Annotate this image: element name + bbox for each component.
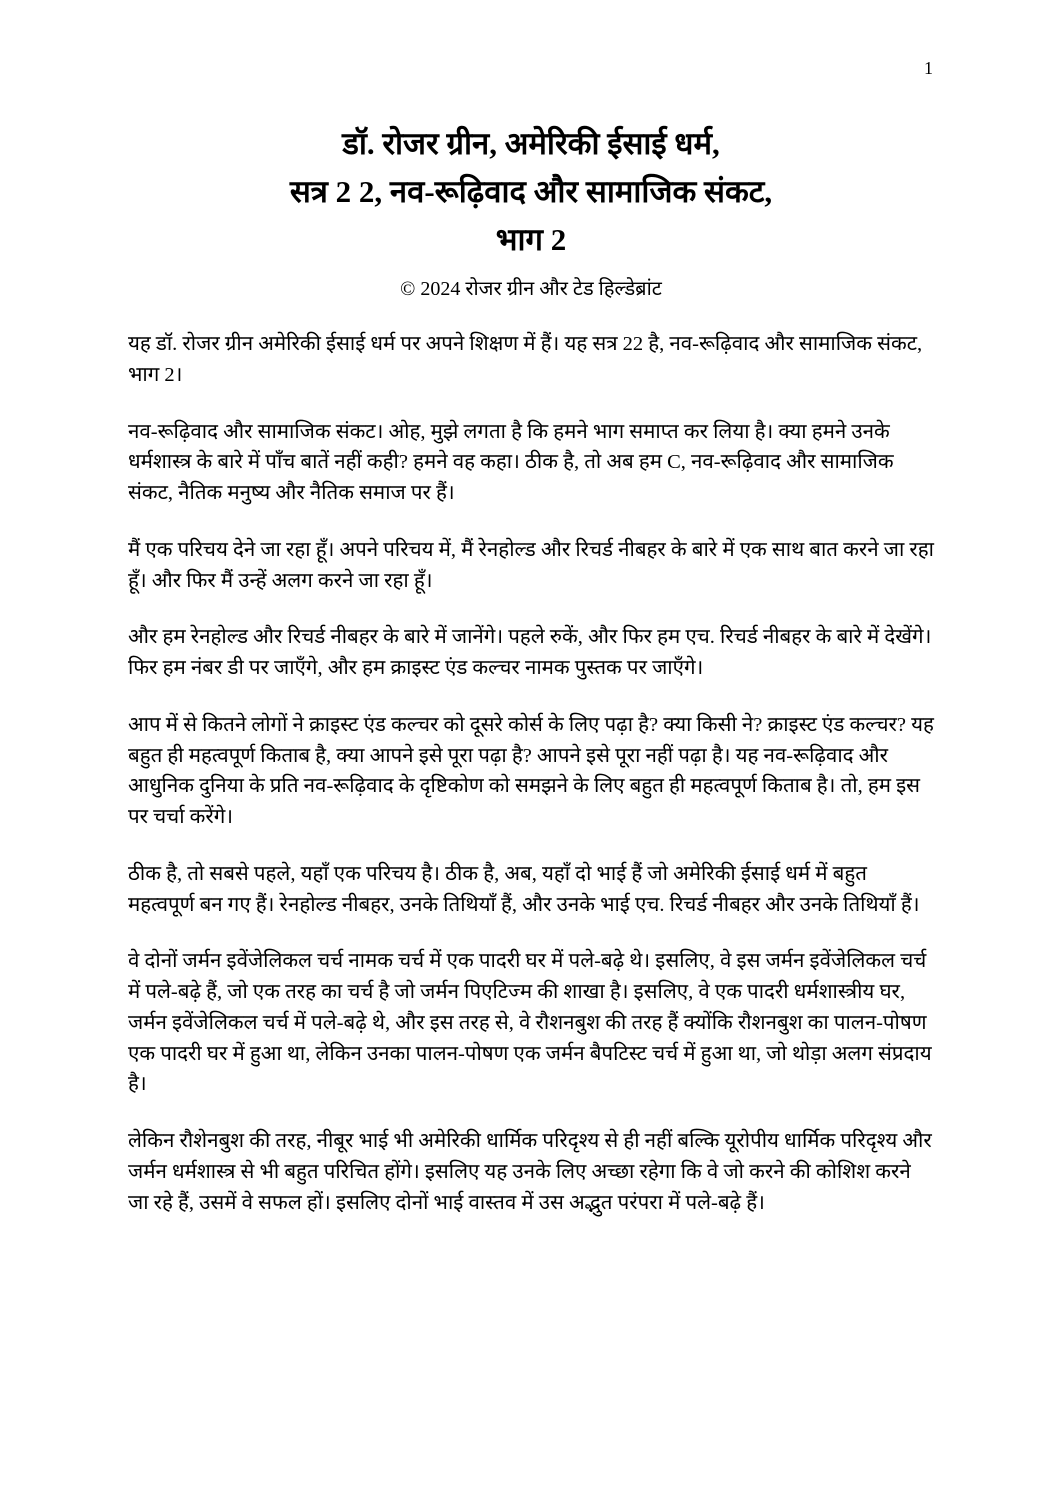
- transcript-body: [128, 329, 934, 1218]
- paragraph: लेकिन रौशेनबुश की तरह, नीबूर भाई भी अमेरिकी धार्मिक परिदृश्य से ही नहीं बल्कि यूरोपीय धार्मिक परिदृश्य और जर्मन धर्मशास्त्र से भी बहुत परिचित होंगे। इसलिए यह उनके लिए अच्छा रहेगा कि वे जो करने की कोशिश करने जा रहे हैं, उसमें वे सफल हों। इसलिए दोनों भाई वास्तव में उस अद्भुत परंपरा में पले-बढ़े हैं।: [128, 1130, 932, 1214]
- paragraph: मैं एक परिचय देने जा रहा हूँ। अपने परिचय में, मैं रेनहोल्ड और रिचर्ड नीबहर के बारे में एक साथ बात करने जा रहा हूँ। और फिर मैं उन्हें अलग करने जा रहा हूँ।: [128, 538, 934, 592]
- title-line-1: डॉ. रोजर ग्रीन, अमेरिकी ईसाई धर्म,: [342, 126, 720, 161]
- document-content: [128, 120, 934, 1244]
- paragraph: और हम रेनहोल्ड और रिचर्ड नीबहर के बारे में जानेंगे। पहले रुकें, और फिर हम एच. रिचर्ड नीबहर के बारे में देखेंगे। फिर हम नंबर डी पर जाएँगे, और हम क्राइस्ट एंड कल्चर नामक पुस्तक पर जाएँगे।: [128, 626, 932, 680]
- paragraph: नव-रूढ़िवाद और सामाजिक संकट। ओह, मुझे लगता है कि हमने भाग समाप्त कर लिया है। क्या हमने उनके धर्मशास्त्र के बारे में पाँच बातें नहीं कही? हमने वह कहा। ठीक है, तो अब हम C, नव-रूढ़िवाद और सामाजिक संकट, नैतिक मनुष्य और नैतिक समाज पर हैं।: [128, 420, 894, 505]
- title-line-2: सत्र 2 2, नव-रूढ़िवाद और सामाजिक संकट,: [289, 174, 773, 210]
- page-number: 1: [924, 58, 933, 78]
- paragraph: ठीक है, तो सबसे पहले, यहाँ एक परिचय है। ठीक है, अब, यहाँ दो भाई हैं जो अमेरिकी ईसाई धर्म में बहुत महत्वपूर्ण बन गए हैं। रेनहोल्ड नीबहर, उनके तिथियाँ हैं, और उनके भाई एच. रिचर्ड नीबहर और उनके तिथियाँ हैं।: [128, 862, 920, 916]
- copyright-line: © 2024 रोजर ग्रीन और टेड हिल्डेब्रांट: [400, 278, 662, 301]
- document-title: [128, 120, 934, 264]
- paragraph: वे दोनों जर्मन इवेंजेलिकल चर्च नामक चर्च में एक पादरी घर में पले-बढ़े थे। इसलिए, वे इस जर्मन इवेंजेलिकल चर्च में पले-बढ़े हैं, जो एक तरह का चर्च है जो जर्मन पिएटिज्म की शाखा है। इसलिए, वे एक पादरी धर्मशास्त्रीय घर, जर्मन इवेंजेलिकल चर्च में पले-बढ़े थे, और इस तरह से, वे रौशनबुश की तरह हैं क्योंकि रौशनबुश का पालन-पोषण एक पादरी घर में हुआ था, लेकिन उनका पालन-पोषण एक जर्मन बैपटिस्ट चर्च में हुआ था, जो थोड़ा अलग संप्रदाय है।: [128, 950, 932, 1096]
- title-line-3: भाग 2: [495, 222, 567, 258]
- paragraph: यह डॉ. रोजर ग्रीन अमेरिकी ईसाई धर्म पर अपने शिक्षण में हैं। यह सत्र 22 है, नव-रूढ़िवाद और सामाजिक संकट, भाग 2।: [128, 333, 923, 386]
- paragraph: आप में से कितने लोगों ने क्राइस्ट एंड कल्चर को दूसरे कोर्स के लिए पढ़ा है? क्या किसी ने? क्राइस्ट एंड कल्चर? यह बहुत ही महत्वपूर्ण किताब है, क्या आपने इसे पूरा पढ़ा है? आपने इसे पूरा नहीं पढ़ा है। यह नव-रूढ़िवाद और आधुनिक दुनिया के प्रति नव-रूढ़िवाद के दृष्टिकोण को समझने के लिए बहुत ही महत्वपूर्ण किताब है। तो, हम इस पर चर्चा करेंगे।: [128, 713, 934, 829]
